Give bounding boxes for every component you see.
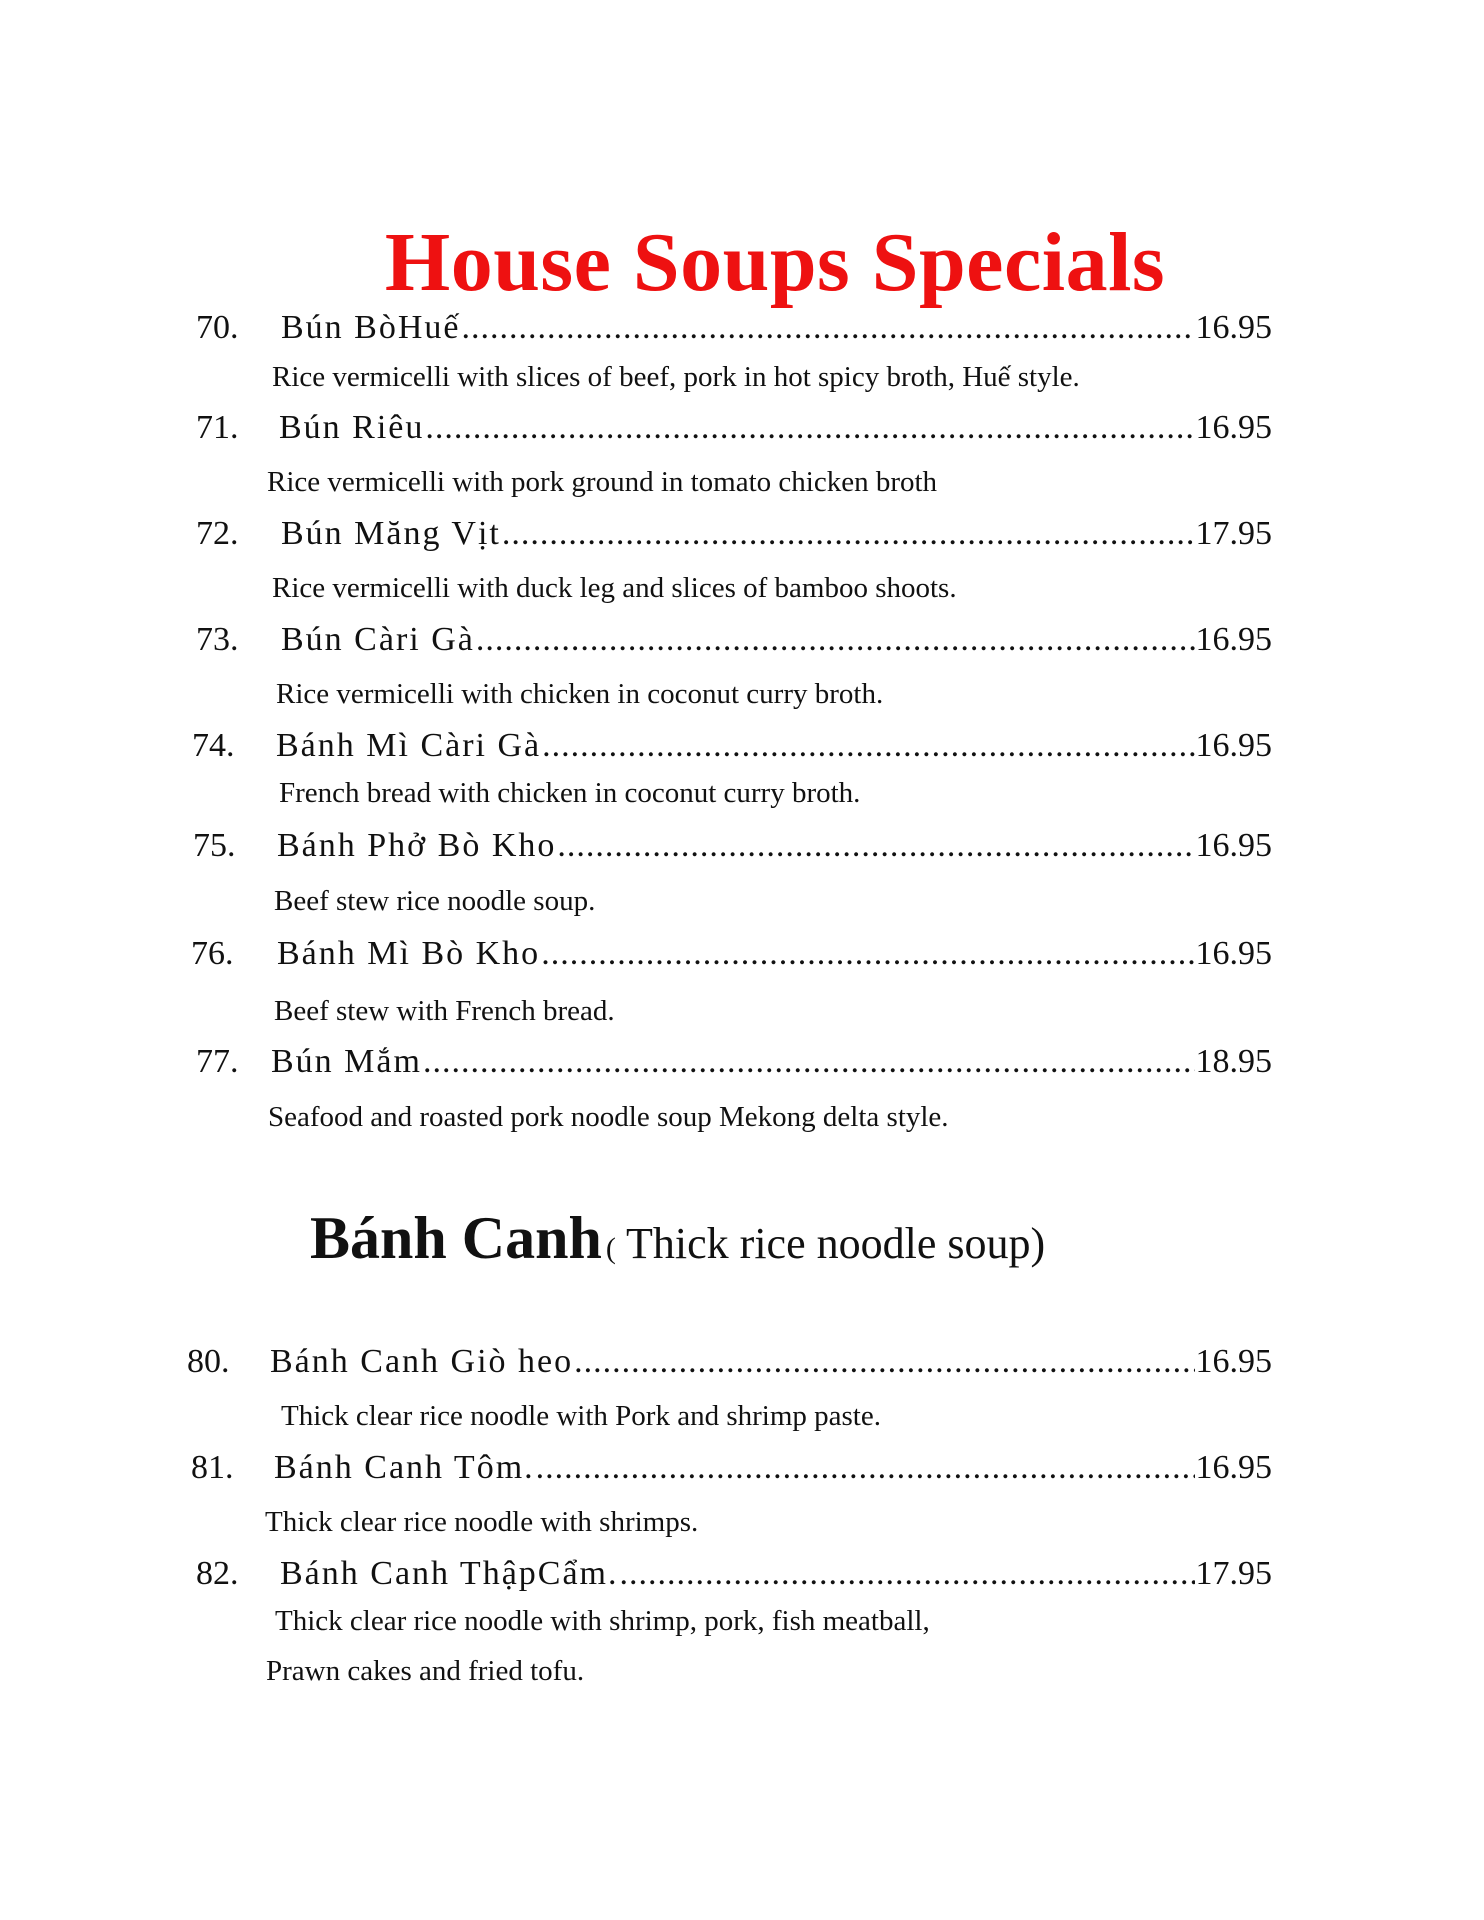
- dot-leader: [542, 726, 1194, 766]
- item-price: 16.95: [1195, 621, 1272, 658]
- dot-leader: [462, 308, 1195, 348]
- item-price: 16.95: [1195, 1449, 1272, 1486]
- dot-leader: [502, 514, 1195, 554]
- item-name: Bún Mắm: [271, 1043, 422, 1080]
- section-title: Bánh Canh: [310, 1205, 602, 1271]
- item-line: [270, 1342, 1272, 1382]
- item-description: Rice vermicelli with chicken in coconut curry broth.: [276, 678, 884, 710]
- item-number: 76.: [191, 935, 234, 972]
- item-line: [281, 620, 1272, 660]
- item-description: Rice vermicelli with slices of beef, pork in hot spicy broth, Huế style.: [272, 361, 1080, 393]
- item-line: [281, 308, 1272, 348]
- dot-leader: [541, 934, 1194, 974]
- item-price: 18.95: [1195, 1043, 1272, 1080]
- item-name: Bún Măng Vịt: [281, 515, 501, 552]
- item-name: Bánh Mì Càri Gà: [276, 727, 542, 764]
- item-line: [281, 514, 1272, 554]
- item-price: 16.95: [1195, 727, 1272, 764]
- item-price: 17.95: [1195, 1555, 1272, 1592]
- item-name: Bánh Canh Tôm.: [274, 1449, 535, 1486]
- item-description: Beef stew with French bread.: [274, 995, 615, 1027]
- item-price: 16.95: [1195, 1343, 1272, 1380]
- dot-leader: [536, 1448, 1195, 1488]
- item-line: [276, 726, 1272, 766]
- item-line: [277, 826, 1272, 866]
- item-number: 75.: [193, 827, 236, 864]
- item-number: 82.: [196, 1555, 239, 1592]
- item-description: Thick clear rice noodle with shrimp, pork, fish meatball,: [275, 1605, 930, 1637]
- item-name: Bánh Mì Bò Kho: [277, 935, 541, 972]
- item-line: [274, 1448, 1272, 1488]
- dot-leader: [423, 1042, 1195, 1082]
- item-description: Rice vermicelli with pork ground in tomato chicken broth: [267, 466, 938, 498]
- section-subtitle: Thick rice noodle soup): [615, 1219, 1046, 1268]
- item-description: Seafood and roasted pork noodle soup Mekong delta style.: [268, 1101, 949, 1133]
- dot-leader: [620, 1554, 1195, 1594]
- item-number: 71.: [196, 409, 239, 446]
- item-number: 80.: [187, 1343, 230, 1380]
- item-name: Bánh Phở Bò Kho: [277, 827, 557, 864]
- item-number: 74.: [192, 727, 235, 764]
- item-description: Thick clear rice noodle with Pork and shrimp paste.: [281, 1400, 881, 1432]
- item-number: 77.: [196, 1043, 239, 1080]
- item-price: 16.95: [1195, 935, 1272, 972]
- item-price: 17.95: [1195, 515, 1272, 552]
- item-description: Prawn cakes and fried tofu.: [266, 1655, 585, 1687]
- item-name: Bánh Canh Giò heo: [270, 1343, 574, 1380]
- item-number: 72.: [196, 515, 239, 552]
- item-description: Thick clear rice noodle with shrimps.: [265, 1506, 699, 1538]
- item-line: [277, 934, 1272, 974]
- item-number: 73.: [196, 621, 239, 658]
- item-number: 70.: [196, 309, 239, 346]
- item-line: [280, 1554, 1272, 1594]
- item-price: 16.95: [1195, 827, 1272, 864]
- item-description: Rice vermicelli with duck leg and slices of bamboo shoots.: [272, 572, 957, 604]
- item-price: 16.95: [1195, 409, 1272, 446]
- dot-leader: [574, 1342, 1194, 1382]
- dot-leader: [425, 408, 1194, 448]
- item-description: French bread with chicken in coconut curry broth.: [279, 777, 861, 809]
- item-line: [271, 1042, 1272, 1082]
- section-paren: (: [605, 1232, 616, 1265]
- item-name: Bánh Canh ThậpCẩm.: [280, 1555, 619, 1592]
- item-name: Bún Càri Gà: [281, 621, 475, 658]
- item-line: [279, 408, 1272, 448]
- item-number: 81.: [191, 1449, 234, 1486]
- section-heading: [310, 1204, 1045, 1273]
- dot-leader: [557, 826, 1194, 866]
- dot-leader: [476, 620, 1195, 660]
- item-name: Bún Riêu: [279, 409, 425, 446]
- item-description: Beef stew rice noodle soup.: [274, 885, 596, 917]
- item-price: 16.95: [1195, 309, 1272, 346]
- item-name: Bún BòHuế: [281, 309, 461, 346]
- page-title: House Soups Specials: [384, 216, 1166, 310]
